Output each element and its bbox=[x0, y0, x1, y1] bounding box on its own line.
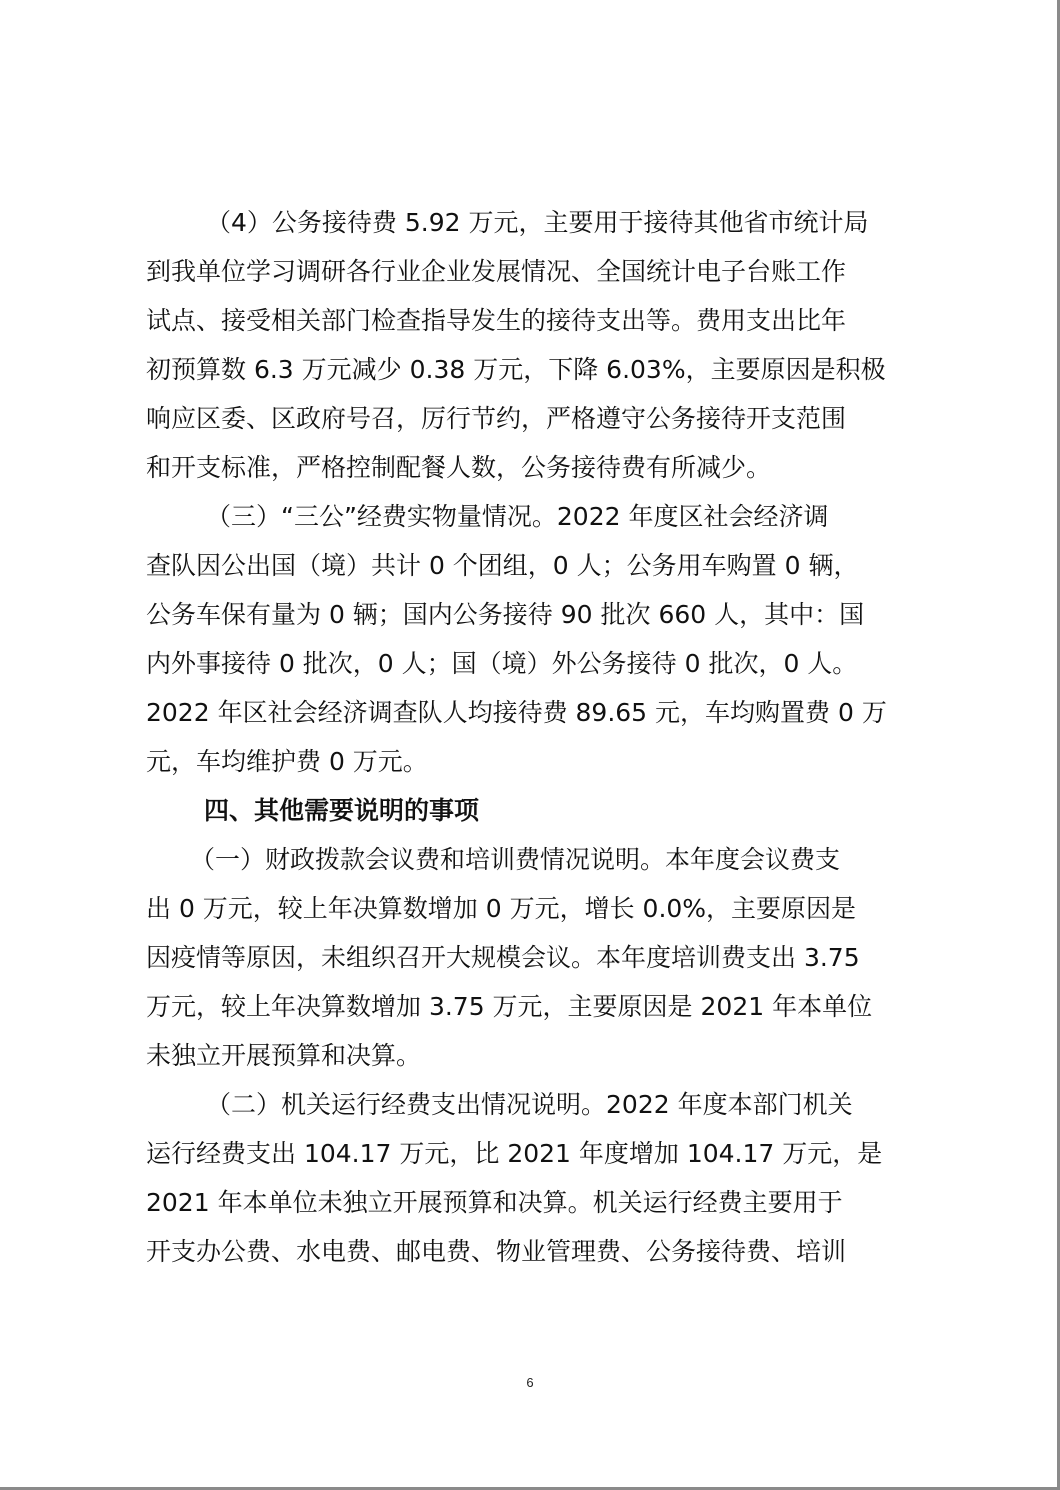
page-number: 6 bbox=[526, 1375, 534, 1390]
paragraph-three-public-quantity bbox=[146, 492, 916, 786]
text-line: 初预算数 6.3 万元减少 0.38 万元，下降 6.03%，主要原因是积极 bbox=[146, 355, 886, 384]
text-line: 2022 年区社会经济调查队人均接待费 89.65 元，车均购置费 0 万 bbox=[146, 698, 887, 727]
text-line: （一）财政拨款会议费和培训费情况说明。本年度会议费支 bbox=[190, 845, 841, 874]
text-line: 开支办公费、水电费、邮电费、物业管理费、公务接待费、培训 bbox=[146, 1237, 847, 1266]
text-line: 查队因公出国（境）共计 0 个团组，0 人；公务用车购置 0 辆， bbox=[146, 551, 859, 580]
paragraph-operating-expenses bbox=[146, 1080, 916, 1276]
text-line: 试点、接受相关部门检查指导发生的接待支出等。费用支出比年 bbox=[146, 306, 847, 335]
text-line: 公务车保有量为 0 辆；国内公务接待 90 批次 660 人，其中：国 bbox=[146, 600, 865, 629]
text-line: 2021 年本单位未独立开展预算和决算。机关运行经费主要用于 bbox=[146, 1188, 843, 1217]
paragraph-reception-fee bbox=[146, 198, 916, 492]
text-line: （4）公务接待费 5.92 万元，主要用于接待其他省市统计局 bbox=[206, 208, 869, 237]
document-body bbox=[146, 198, 916, 1276]
text-line: 元，车均维护费 0 万元。 bbox=[146, 747, 428, 776]
text-line: （三）“三公”经费实物量情况。2022 年度区社会经济调 bbox=[206, 502, 829, 531]
paragraph-meeting-training-fee bbox=[146, 835, 916, 1080]
text-line: 运行经费支出 104.17 万元，比 2021 年度增加 104.17 万元，是 bbox=[146, 1139, 883, 1168]
section-heading: 四、其他需要说明的事项 bbox=[204, 796, 480, 825]
text-line: 万元，较上年决算数增加 3.75 万元，主要原因是 2021 年本单位 bbox=[146, 992, 873, 1021]
text-line: 响应区委、区政府号召，厉行节约，严格遵守公务接待开支范围 bbox=[146, 404, 847, 433]
text-line: 因疫情等原因，未组织召开大规模会议。本年度培训费支出 3.75 bbox=[146, 943, 860, 972]
text-line: 到我单位学习调研各行业企业发展情况、全国统计电子台账工作 bbox=[146, 257, 847, 286]
text-line: 出 0 万元，较上年决算数增加 0 万元，增长 0.0%，主要原因是 bbox=[146, 894, 857, 923]
text-line: 和开支标准，严格控制配餐人数，公务接待费有所减少。 bbox=[146, 453, 772, 482]
text-line: （二）机关运行经费支出情况说明。2022 年度本部门机关 bbox=[206, 1090, 853, 1119]
text-line: 内外事接待 0 批次，0 人；国（境）外公务接待 0 批次，0 人。 bbox=[146, 649, 858, 678]
text-line: 未独立开展预算和决算。 bbox=[146, 1041, 422, 1070]
